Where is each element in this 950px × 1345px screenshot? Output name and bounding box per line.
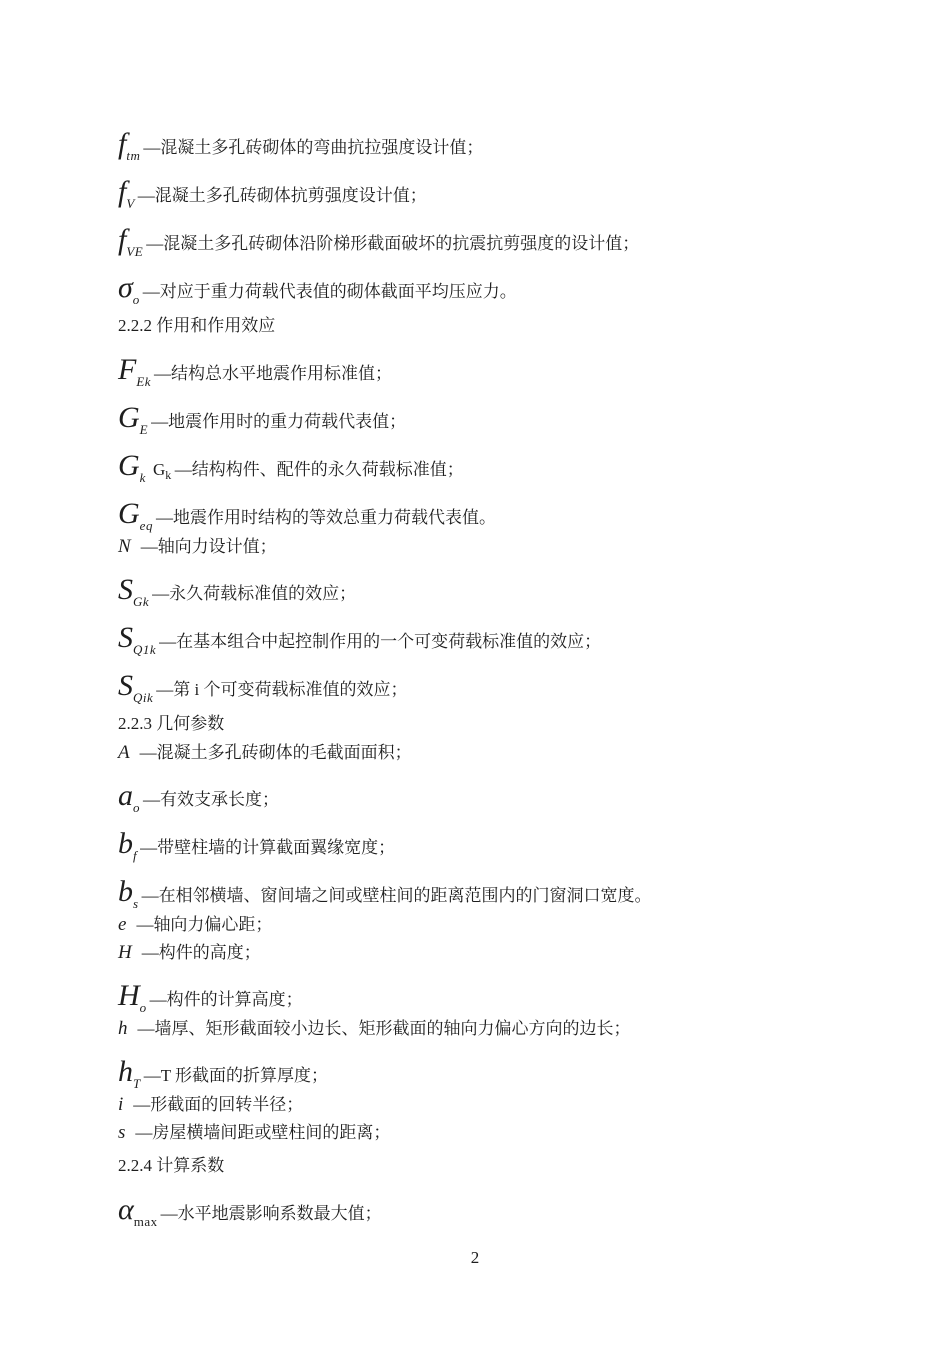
secondary-symbol bbox=[152, 460, 172, 482]
symbol-description: —房屋横墙间距或壁柱间的距离； bbox=[135, 1123, 391, 1142]
math-symbol-main: H bbox=[118, 942, 132, 963]
math-symbol bbox=[118, 536, 131, 557]
math-symbol-main: S bbox=[118, 621, 133, 654]
math-symbol-main: s bbox=[118, 1122, 126, 1143]
math-symbol-main: A bbox=[118, 742, 130, 763]
symbol-description: —构件的计算高度； bbox=[149, 990, 303, 1009]
math-symbol bbox=[118, 875, 139, 911]
math-symbol-subscript: VE bbox=[126, 244, 144, 259]
math-symbol-main: a bbox=[118, 779, 133, 812]
symbol-definition-line bbox=[118, 779, 890, 815]
math-symbol-main: f bbox=[118, 175, 127, 208]
symbol-description: —结构构件、配件的永久荷载标准值； bbox=[174, 460, 464, 479]
symbol-description: —带壁柱墙的计算截面翼缘宽度； bbox=[140, 838, 396, 857]
symbol-definition-line bbox=[118, 127, 890, 163]
symbol-definition-line bbox=[118, 742, 890, 764]
math-symbol-main: f bbox=[118, 127, 127, 160]
math-symbol bbox=[118, 497, 153, 533]
math-symbol-main: G bbox=[118, 401, 140, 434]
math-symbol bbox=[118, 353, 152, 389]
math-symbol bbox=[118, 1055, 141, 1091]
symbol-description: —轴向力设计值； bbox=[140, 537, 277, 556]
section-heading: 2.2.4 计算系数 bbox=[118, 1156, 225, 1175]
symbol-definition-line bbox=[118, 1018, 890, 1040]
symbol-definition-line bbox=[118, 1193, 890, 1229]
math-symbol bbox=[118, 914, 127, 935]
symbol-definition-line bbox=[118, 223, 890, 259]
math-symbol bbox=[118, 827, 138, 863]
secondary-symbol-main: G bbox=[152, 460, 166, 479]
symbol-description: —混凝土多孔砖砌体抗剪强度设计值； bbox=[137, 186, 427, 205]
math-symbol-subscript: eq bbox=[139, 518, 153, 533]
symbol-description: —混凝土多孔砖砌体的毛截面面积； bbox=[139, 743, 412, 762]
math-symbol-subscript: o bbox=[133, 800, 140, 815]
symbol-description: —混凝土多孔砖砌体沿阶梯形截面破坏的抗震抗剪强度的设计值； bbox=[146, 234, 640, 253]
math-symbol-main: α bbox=[118, 1193, 134, 1226]
math-symbol bbox=[118, 271, 140, 307]
section-heading: 2.2.2 作用和作用效应 bbox=[118, 316, 276, 335]
math-symbol bbox=[118, 669, 154, 705]
math-symbol bbox=[118, 223, 144, 259]
math-symbol-main: h bbox=[118, 1018, 128, 1039]
symbol-definition-line bbox=[118, 497, 890, 533]
math-symbol-main: H bbox=[118, 979, 140, 1012]
symbol-definition-line bbox=[118, 621, 890, 657]
math-symbol bbox=[118, 401, 149, 437]
symbol-definition-line bbox=[118, 1122, 890, 1144]
symbol-definition-line bbox=[118, 914, 890, 936]
symbol-description: —构件的高度； bbox=[141, 943, 261, 962]
symbol-description: —T 形截面的折算厚度； bbox=[143, 1066, 329, 1085]
symbol-description: —形截面的回转半径； bbox=[133, 1095, 304, 1114]
section-heading: 2.2.3 几何参数 bbox=[118, 714, 225, 733]
symbol-definition-line bbox=[118, 875, 890, 911]
symbol-definition-line bbox=[118, 573, 890, 609]
symbol-description: —混凝土多孔砖砌体的弯曲抗拉强度设计值； bbox=[143, 138, 484, 157]
math-symbol bbox=[118, 621, 157, 657]
math-symbol bbox=[118, 175, 135, 211]
math-symbol-subscript: Qik bbox=[133, 690, 154, 705]
math-symbol-subscript: o bbox=[139, 1000, 147, 1015]
math-symbol-main: f bbox=[118, 223, 127, 256]
math-symbol-main: G bbox=[118, 449, 140, 482]
page-content bbox=[118, 112, 890, 1229]
math-symbol-subscript: E bbox=[139, 422, 149, 437]
math-symbol-subscript: Q1k bbox=[133, 642, 157, 657]
math-symbol-main: S bbox=[118, 669, 133, 702]
symbol-definition-line bbox=[118, 979, 890, 1015]
math-symbol-main: b bbox=[118, 827, 133, 860]
symbol-description: —地震作用时的重力荷载代表值； bbox=[151, 412, 407, 431]
math-symbol-main: F bbox=[118, 353, 137, 386]
math-symbol-main: b bbox=[118, 875, 133, 908]
math-symbol bbox=[118, 942, 132, 963]
math-symbol bbox=[118, 979, 147, 1015]
symbol-description: —对应于重力荷载代表值的砌体截面平均压应力。 bbox=[142, 282, 517, 301]
math-symbol-main: h bbox=[118, 1055, 133, 1088]
symbol-definition-line bbox=[118, 536, 890, 558]
math-symbol-main: N bbox=[118, 536, 131, 557]
math-symbol-subscript: k bbox=[139, 470, 146, 485]
symbol-definition-line bbox=[118, 271, 890, 307]
math-symbol-main: i bbox=[118, 1094, 124, 1115]
symbol-description: —永久荷载标准值的效应； bbox=[152, 584, 357, 603]
symbol-definition-line bbox=[118, 401, 890, 437]
symbol-description: —水平地震影响系数最大值； bbox=[160, 1204, 382, 1223]
page-number: 2 bbox=[470, 1248, 480, 1267]
secondary-symbol-subscript: k bbox=[165, 468, 172, 482]
math-symbol-subscript: tm bbox=[126, 148, 141, 163]
symbol-description: —在相邻横墙、窗间墙之间或壁柱间的距离范围内的门窗洞口宽度。 bbox=[141, 886, 652, 905]
math-symbol-subscript: V bbox=[126, 196, 135, 211]
math-symbol-subscript: o bbox=[132, 292, 140, 307]
math-symbol bbox=[118, 573, 150, 609]
symbol-definition-line bbox=[118, 942, 890, 964]
math-symbol-subscript: f bbox=[133, 848, 138, 863]
math-symbol-subscript: Ek bbox=[136, 374, 152, 389]
symbol-definition-line bbox=[118, 175, 890, 211]
symbol-definition-line bbox=[118, 1055, 890, 1091]
symbol-definition-line bbox=[118, 669, 890, 705]
symbol-description: —墙厚、矩形截面较小边长、矩形截面的轴向力偏心方向的边长； bbox=[137, 1019, 631, 1038]
symbol-definition-line bbox=[118, 1094, 890, 1116]
symbol-definition-line bbox=[118, 827, 890, 863]
symbol-description: —在基本组合中起控制作用的一个可变荷载标准值的效应； bbox=[159, 632, 602, 651]
symbol-description: —结构总水平地震作用标准值； bbox=[154, 364, 393, 383]
math-symbol bbox=[118, 1193, 158, 1229]
symbol-description: —轴向力偏心距； bbox=[136, 915, 273, 934]
symbol-definition-line bbox=[118, 353, 890, 389]
math-symbol bbox=[118, 449, 146, 485]
math-symbol bbox=[118, 1094, 124, 1115]
math-symbol bbox=[118, 779, 140, 815]
math-symbol-subscript: T bbox=[133, 1076, 141, 1091]
math-symbol-main: e bbox=[118, 914, 127, 935]
math-symbol bbox=[118, 127, 141, 163]
symbol-description: —地震作用时结构的等效总重力荷载代表值。 bbox=[155, 508, 496, 527]
math-symbol-main: σ bbox=[118, 271, 133, 304]
math-symbol-subscript: Gk bbox=[133, 594, 150, 609]
math-symbol-main: G bbox=[118, 497, 140, 530]
math-symbol bbox=[118, 742, 130, 763]
math-symbol bbox=[118, 1122, 126, 1143]
math-symbol-subscript: max bbox=[133, 1214, 158, 1229]
math-symbol-subscript: s bbox=[133, 896, 139, 911]
symbol-definition-line bbox=[118, 449, 890, 485]
symbol-description: —第 i 个可变荷载标准值的效应； bbox=[156, 680, 408, 699]
math-symbol bbox=[118, 1018, 128, 1039]
symbol-description: —有效支承长度； bbox=[143, 790, 279, 809]
math-symbol-main: S bbox=[118, 573, 133, 606]
